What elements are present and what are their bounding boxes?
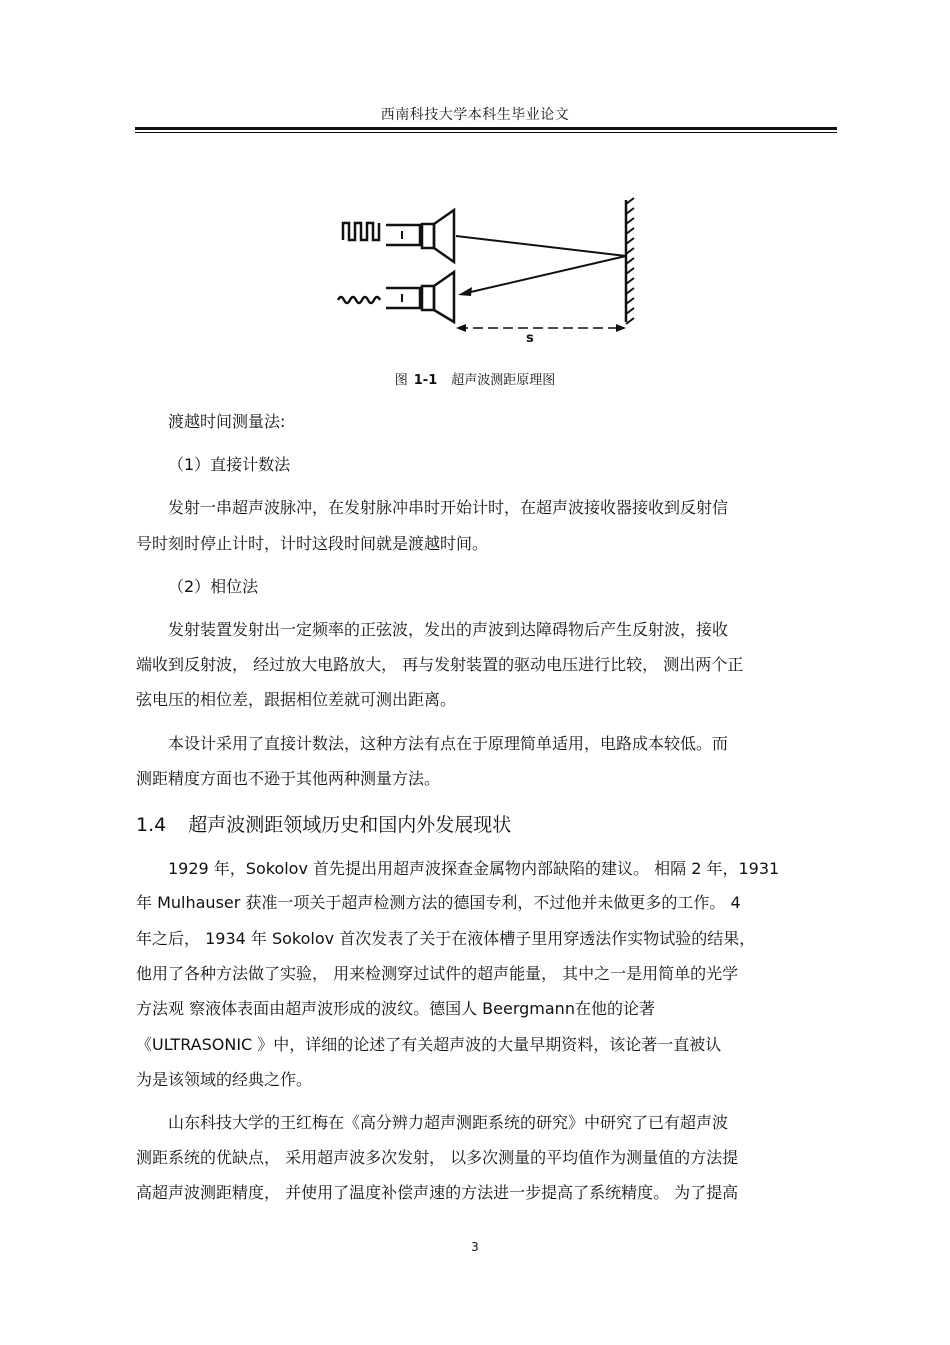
paragraph-line: 为是该领域的经典之作。 [136, 1070, 313, 1089]
caption-text: 超声波测距原理图 [451, 373, 556, 388]
paragraph-line: 渡越时间测量法: [168, 412, 286, 431]
caption-prefix: 图 [394, 373, 408, 388]
paragraph-line: 发射装置发射出一定频率的正弦波，发出的声波到达障碍物后产生反射波，接收 [168, 620, 729, 639]
paragraph-line: 号时刻时停止计时，计时这段时间就是渡越时间。 [136, 534, 489, 553]
ultrasonic-ranging-diagram [330, 190, 650, 350]
reflected-wave-line [462, 256, 626, 294]
paragraph-line: 1929 年，Sokolov 首先提出用超声波探查金属物内部缺陷的建议。 相隔 2 年，1931 [168, 859, 780, 878]
paragraph-line: 发射一串超声波脉冲，在发射脉冲串时开始计时，在超声波接收器接收到反射信 [168, 498, 729, 517]
transmitter-speaker [422, 224, 434, 248]
paragraph-line: 方法观 察液体表面由超声波形成的波纹。德国人 Beergmann在他的论著 [136, 999, 655, 1018]
paragraph-line: 高超声波测距精度， 并使用了温度补偿声速的方法进一步提高了系统精度。 为了提高 [136, 1183, 739, 1202]
paragraph-line: 端收到反射波， 经过放大电路放大， 再与发射装置的驱动电压进行比较， 测出两个正 [136, 655, 744, 674]
paragraph-line: 山东科技大学的王红梅在《高分辨力超声测距系统的研究》中研究了已有超声波 [168, 1113, 729, 1132]
paragraph-line: 《ULTRASONIC 》中，详细的论述了有关超声波的大量早期资料，该论著一直被认 [136, 1035, 722, 1054]
paragraph-line: （2）相位法 [168, 577, 259, 596]
section-title: 超声波测距领域历史和国内外发展现状 [188, 814, 512, 836]
sine-wave-signal [338, 297, 380, 303]
paragraph-line: 年之后， 1934 年 Sokolov 首次发表了关于在液体槽子里用穿透法作实物试验的结果， [136, 929, 756, 948]
paragraph-line: 测距精度方面也不逊于其他两种测量方法。 [136, 769, 441, 788]
paragraph-line: 他用了各种方法做了实验， 用来检测穿过试件的超声能量， 其中之一是用简单的光学 [136, 964, 739, 983]
receiver-speaker [422, 286, 434, 310]
distance-label: s [526, 331, 534, 346]
emitted-wave-line [456, 236, 626, 256]
square-wave-signal [343, 223, 379, 240]
section-heading [136, 810, 511, 837]
page-number: 3 [471, 1240, 479, 1254]
running-header: 西南科技大学本科生毕业论文 [380, 107, 570, 123]
figure-caption [0, 369, 950, 388]
header-rule-thick [135, 127, 837, 130]
header-rule-thin [135, 132, 837, 133]
paragraph-line: 测距系统的优缺点， 采用超声波多次发射， 以多次测量的平均值作为测量值的方法提 [136, 1148, 739, 1167]
paragraph-line: 本设计采用了直接计数法，这种方法有点在于原理简单适用，电路成本较低。而 [168, 734, 729, 753]
paragraph-line: 弦电压的相位差，跟据相位差就可测出距离。 [136, 690, 457, 709]
section-number: 1.4 [136, 814, 167, 836]
paragraph-line: （1）直接计数法 [168, 455, 291, 474]
paragraph-line: 年 Mulhauser 获准一项关于超声检测方法的德国专利，不过他并未做更多的工作。 4 [136, 893, 741, 912]
caption-number: 1-1 [413, 373, 438, 388]
